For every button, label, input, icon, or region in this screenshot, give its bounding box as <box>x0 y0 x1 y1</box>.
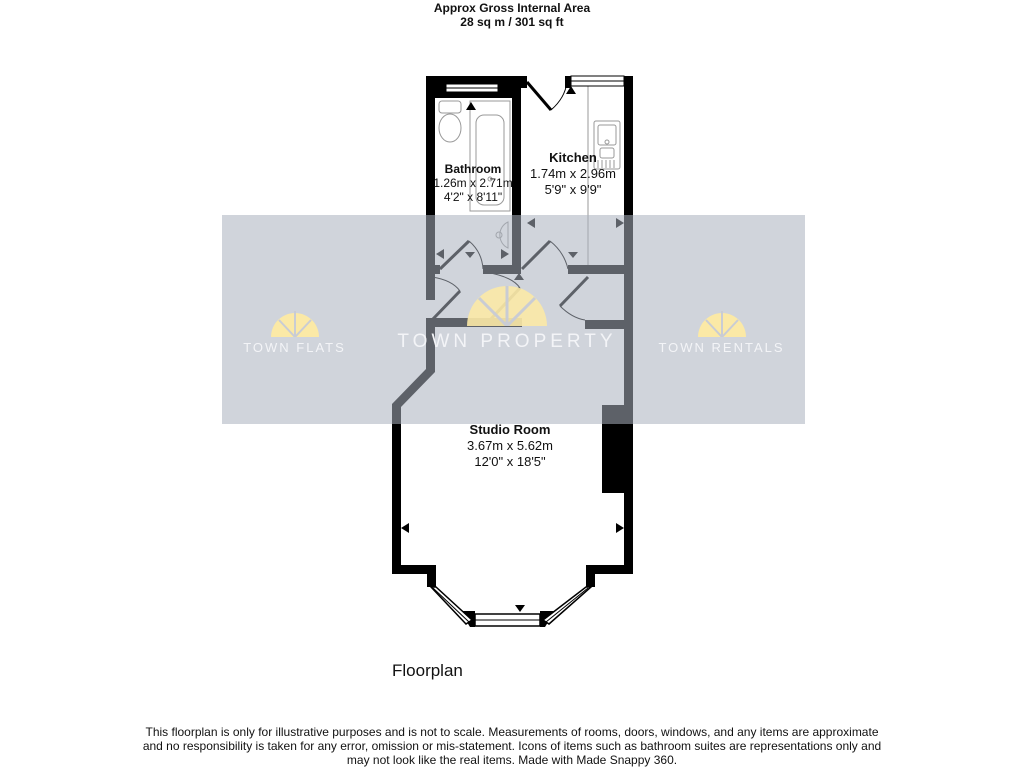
floor-title: Floorplan <box>392 661 463 680</box>
brand-town-flats <box>232 311 357 355</box>
brand-town-property <box>392 286 622 353</box>
area-value: 28 sq m / 301 sq ft <box>460 15 564 29</box>
brand-label: TOWN FLATS <box>243 340 346 355</box>
sunburst-half-icon <box>467 286 547 326</box>
toilet-icon <box>439 101 461 142</box>
area-title: Approx Gross Internal Area <box>433 1 591 15</box>
room-metric: 1.26m x 2.71m <box>433 176 513 190</box>
room-imperial: 5'9" x 9'9" <box>544 182 602 197</box>
room-metric: 1.74m x 2.96m <box>530 166 616 181</box>
sunburst-half-icon <box>271 311 319 337</box>
sunburst-half-icon <box>698 311 746 337</box>
room-imperial: 4'2" x 8'11" <box>443 190 503 204</box>
disclaimer-text: This floorplan is only for illustrative purposes and is not to scale. Measurements of rooms, doors, windows, and any items are approximate and no responsibility is taken for any error, omission or mis-statement. Icons of items such as bathroom suites are representations only and may not look like the real items. Made with Made Snappy 360. <box>142 725 882 767</box>
brand-label: TOWN PROPERTY <box>397 331 617 352</box>
room-metric: 3.67m x 5.62m <box>467 438 553 453</box>
room-studio <box>450 422 570 470</box>
room-kitchen <box>522 150 624 198</box>
room-name: Bathroom <box>444 162 502 176</box>
room-name: Studio Room <box>469 422 551 437</box>
brand-town-rentals <box>654 311 789 355</box>
room-bathroom <box>423 162 523 204</box>
watermark-band <box>222 215 805 424</box>
room-imperial: 12'0" x 18'5" <box>474 454 546 469</box>
brand-label: TOWN RENTALS <box>658 340 785 355</box>
room-name: Kitchen <box>549 150 597 165</box>
